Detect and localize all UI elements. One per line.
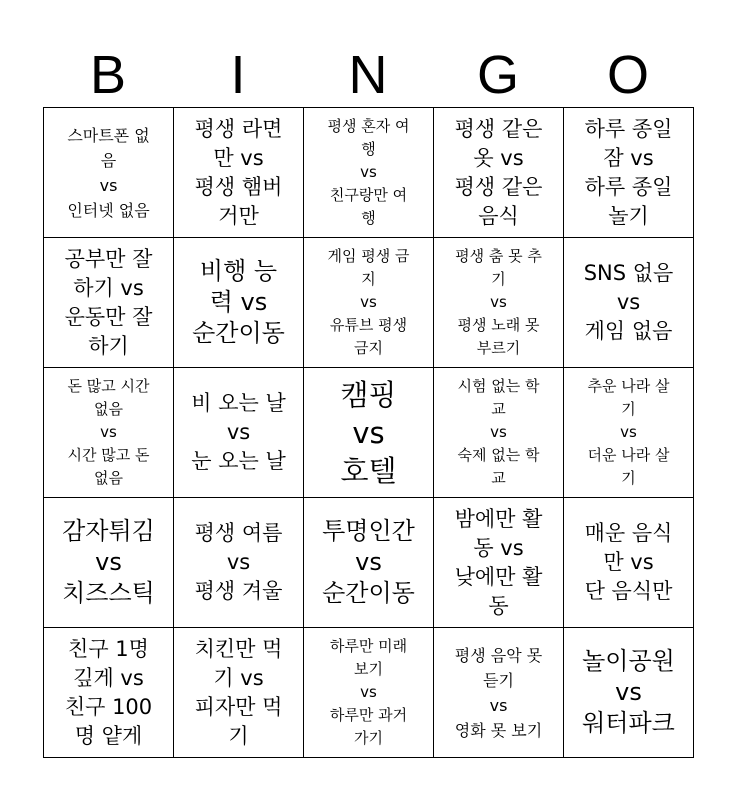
cell-text: 치킨만 먹 기 vs 피자만 먹 기 bbox=[194, 636, 283, 748]
header-letter-b: B bbox=[89, 45, 127, 105]
board-row bbox=[44, 108, 694, 238]
cell-text: 시험 없는 학 교 vs 숙제 없는 학 교 bbox=[457, 377, 540, 487]
bingo-cell[interactable] bbox=[304, 368, 434, 498]
bingo-cell[interactable] bbox=[44, 368, 174, 498]
cell-text: 하루만 미래 보기 vs 하루만 과거 가기 bbox=[329, 637, 408, 747]
cell-text: 평생 같은 옷 vs 평생 같은 음식 bbox=[454, 116, 543, 228]
bingo-cell[interactable] bbox=[44, 108, 174, 238]
cell-text: 추운 나라 살 기 vs 더운 나라 살 기 bbox=[587, 377, 670, 487]
bingo-cell[interactable] bbox=[174, 238, 304, 368]
cell-text: 스마트폰 없 음 vs 인터넷 없음 bbox=[67, 125, 150, 220]
bingo-cell[interactable] bbox=[434, 108, 564, 238]
bingo-cell[interactable] bbox=[174, 628, 304, 758]
cell-text: 놀이공원 vs 워터파크 bbox=[582, 647, 675, 737]
bingo-cell[interactable] bbox=[44, 628, 174, 758]
cell-text: 평생 음악 못 듣기 vs 영화 못 보기 bbox=[454, 645, 543, 740]
bingo-cell[interactable] bbox=[564, 108, 694, 238]
cell-text: 친구 1명 깊게 vs 친구 100 명 얕게 bbox=[64, 636, 153, 748]
header-letter-i: I bbox=[230, 45, 246, 105]
bingo-cell[interactable] bbox=[44, 498, 174, 628]
cell-text: 돈 많고 시간 없음 vs 시간 많고 돈 없음 bbox=[67, 377, 150, 487]
board-row bbox=[44, 628, 694, 758]
bingo-cell[interactable] bbox=[434, 628, 564, 758]
bingo-header bbox=[43, 40, 693, 110]
cell-text: 하루 종일 잠 vs 하루 종일 놀기 bbox=[584, 116, 673, 228]
board-row bbox=[44, 368, 694, 498]
cell-text: 게임 평생 금 지 vs 유튜브 평생 금지 bbox=[327, 247, 410, 357]
bingo-board bbox=[43, 107, 694, 758]
bingo-cell[interactable] bbox=[304, 238, 434, 368]
board-row bbox=[44, 238, 694, 368]
header-letter-g: G bbox=[476, 45, 519, 105]
cell-text: 평생 혼자 여 행 vs 친구랑만 여 행 bbox=[327, 117, 410, 227]
cell-text: 밤에만 활 동 vs 낮에만 활 동 bbox=[454, 506, 543, 618]
cell-text: 감자튀김 vs 치즈스틱 bbox=[62, 517, 155, 607]
header-letter-n: N bbox=[348, 45, 388, 105]
bingo-cell[interactable] bbox=[564, 238, 694, 368]
cell-text: 비 오는 날 vs 눈 오는 날 bbox=[191, 391, 286, 473]
cell-text: 평생 라면 만 vs 평생 햄버 거만 bbox=[194, 116, 283, 228]
cell-text: 평생 여름 vs 평생 겨울 bbox=[194, 521, 283, 603]
bingo-cell[interactable] bbox=[564, 368, 694, 498]
cell-text: 비행 능 력 vs 순간이동 bbox=[192, 257, 285, 347]
bingo-cell[interactable] bbox=[174, 108, 304, 238]
board-row bbox=[44, 498, 694, 628]
bingo-cell[interactable] bbox=[304, 628, 434, 758]
cell-text: 매운 음식 만 vs 단 음식만 bbox=[584, 521, 673, 603]
bingo-cell[interactable] bbox=[434, 498, 564, 628]
cell-text: 투명인간 vs 순간이동 bbox=[322, 517, 415, 607]
cell-text: 캠핑 vs 호텔 bbox=[340, 377, 397, 488]
bingo-cell[interactable] bbox=[564, 628, 694, 758]
bingo-cell[interactable] bbox=[44, 238, 174, 368]
cell-text: SNS 없음 vs 게임 없음 bbox=[583, 261, 674, 343]
bingo-cell[interactable] bbox=[174, 498, 304, 628]
bingo-cell[interactable] bbox=[434, 238, 564, 368]
bingo-cell[interactable] bbox=[434, 368, 564, 498]
bingo-cell[interactable] bbox=[174, 368, 304, 498]
cell-text: 공부만 잘 하기 vs 운동만 잘 하기 bbox=[64, 246, 153, 358]
bingo-cell[interactable] bbox=[564, 498, 694, 628]
cell-text: 평생 춤 못 추 기 vs 평생 노래 못 부르기 bbox=[455, 247, 542, 357]
bingo-cell[interactable] bbox=[304, 498, 434, 628]
bingo-cell[interactable] bbox=[304, 108, 434, 238]
header-letter-o: O bbox=[606, 45, 649, 105]
